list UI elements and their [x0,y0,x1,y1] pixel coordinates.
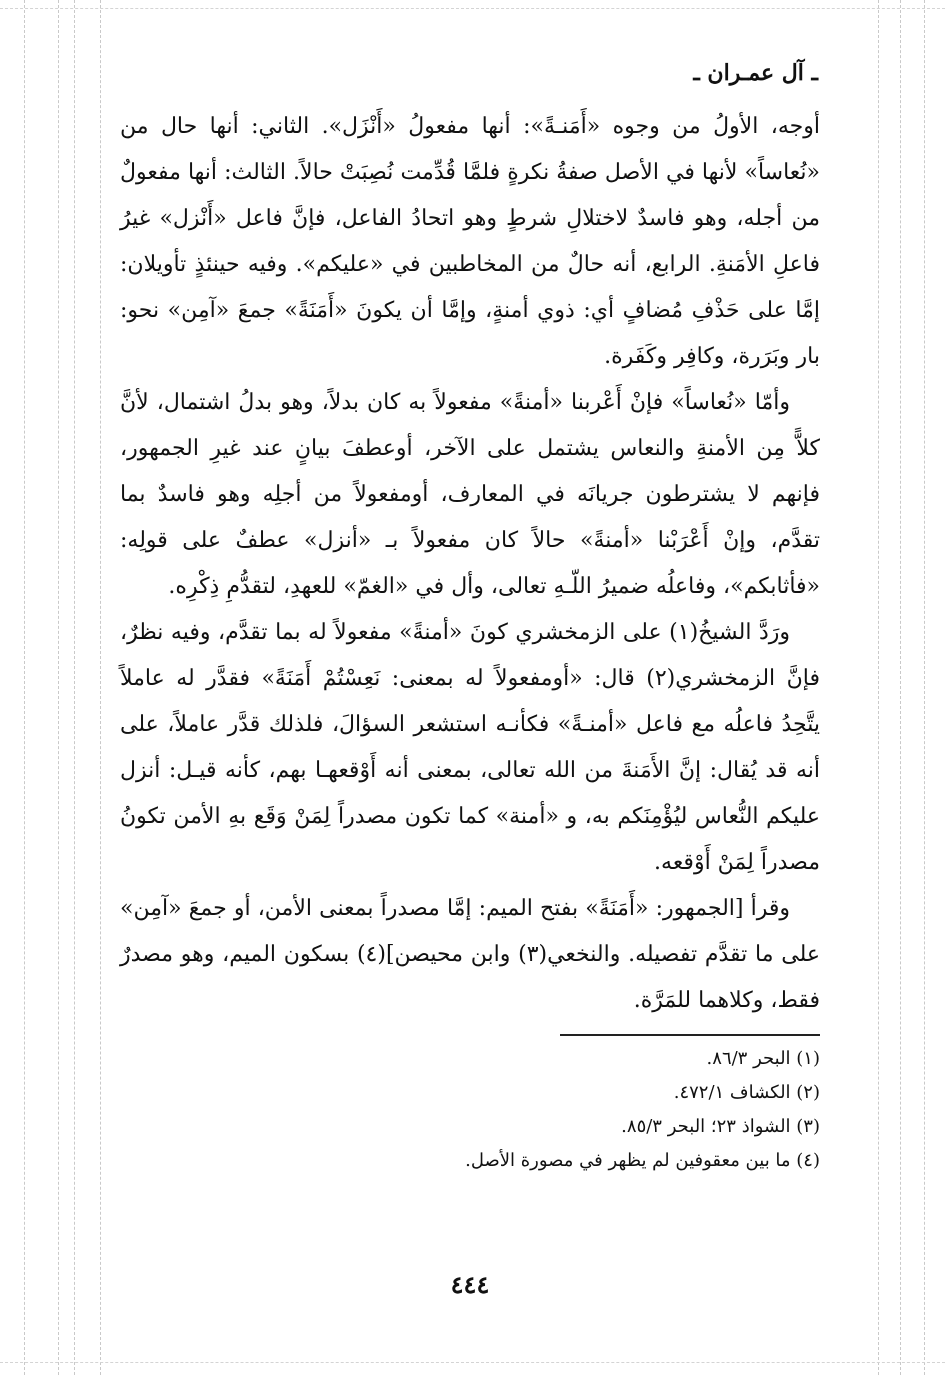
guide-line [24,0,25,1375]
paragraph-2: وأمّا «نُعاساً» فإنْ أَعْربنا «أمنةً» مفعولاً به كان بدلاً، وهو بدلُ اشتمال، لأنَّ كلاًّ مِن الأمنةِ والنعاس يشتمل على الآخر، أوعطفَ بيانٍ عند غيرِ الجمهور، فإنهم لا يشترطون جريانَه في المعارف، أومفعولاً من أجلِه وهو فاسدٌ بما تقدَّم، وإنْ أَعْرَبْنا «أمنةً» حالاً كان مفعولاً بـ «أنزل» عطفٌ على قولِه: «فأثابكم»، وفاعلُه ضميرُ اللّـهِ تعالى، وأل في «الغمّ» للعهدِ، لتقدُّمِ ذِكْرِه. [120,390,820,599]
footnotes [120,1042,820,1178]
guide-line [878,0,879,1375]
guide-line [924,0,925,1375]
guide-line [74,0,75,1375]
paragraph-1: أوجه، الأولُ من وجوه «أَمَنـةً»: أنها مفعولُ «أَنْزَل». الثاني: أنها حال من «نُعاساً» لأنها في الأصل صفةُ نكرةٍ فلمَّا قُدِّمت نُصِبَتْ حالاً. الثالث: أنها مفعولٌ من أجله، وهو فاسدٌ لاختلالِ شرطٍ وهو اتحادُ الفاعل، فإنَّ فاعل «أَنْزل» غيرُ فاعلِ الأمَنةِ. الرابع، أنه حالٌ من المخاطبين في «عليكم». وفيه حينئذٍ تأويلان: إمَّا على حَذْفِ مُضافٍ أي: ذوي أمنةٍ، وإمَّا أن يكونَ «أَمَنَةً» جمعَ «آمِن» نحو: بار وبَرَرة، وكافِر وكَفَرة. [120,114,820,369]
page-number: ٤٤٤ [450,1270,490,1299]
paragraph-3: ورَدَّ الشيخُ(١) على الزمخشري كونَ «أمنةً» مفعولاً له بما تقدَّم، وفيه نظرٌ، فإنَّ الزمخشري(٢) قال: «أومفعولاً له بمعنى: نَعِسْتُمْ أَمَنَةً» فقدَّر له عاملاً يتَّحِدُ فاعلُه مع فاعل «أمنـةً» فكأنـه استشعر السؤالَ، فلذلك قدَّر عاملاً، على أنه قد يُقال: إنَّ الأَمَنةَ من الله تعالى، بمعنى أنه أَوْقعهـا بهم، كأنه قيـل: أنزل عليكم النُّعاس ليُؤْمِنَكم به، و «أمنة» كما تكون مصدراً لِمَنْ وَقَع بهِ الأمن تكونُ مصدراً لِمَنْ أَوْقعه. [120,620,820,875]
footnote-divider [560,1034,820,1036]
paragraph-4: وقرأ [الجمهور: «أَمَنَةً» بفتح الميم: إمَّا مصدراً بمعنى الأمن، أو جمعَ «آمِن» على ما تقدَّم تفصيله. والنخعي(٣) وابن محيصن](٤) بسكون الميم، وهو مصدرٌ فقط، وكلاهما للمَرَّة. [120,896,821,1013]
guide-line [0,8,945,9]
footnote-1: (١) البحر ٨٦/٣. [706,1048,820,1069]
footnote-4: (٤) ما بين معقوفين لم يظهر في مصورة الأصل. [465,1150,820,1171]
guide-line [900,0,901,1375]
document-page [120,60,820,1320]
guide-line [0,1362,945,1363]
footnote-3: (٣) الشواذ ٢٣؛ البحر ٨٥/٣. [621,1116,820,1137]
guide-line [58,0,59,1375]
footnote-2: (٢) الكشاف ٤٧٢/١. [673,1082,820,1103]
guide-line [100,0,101,1375]
running-header: ـ آل عمـران ـ [693,60,818,86]
